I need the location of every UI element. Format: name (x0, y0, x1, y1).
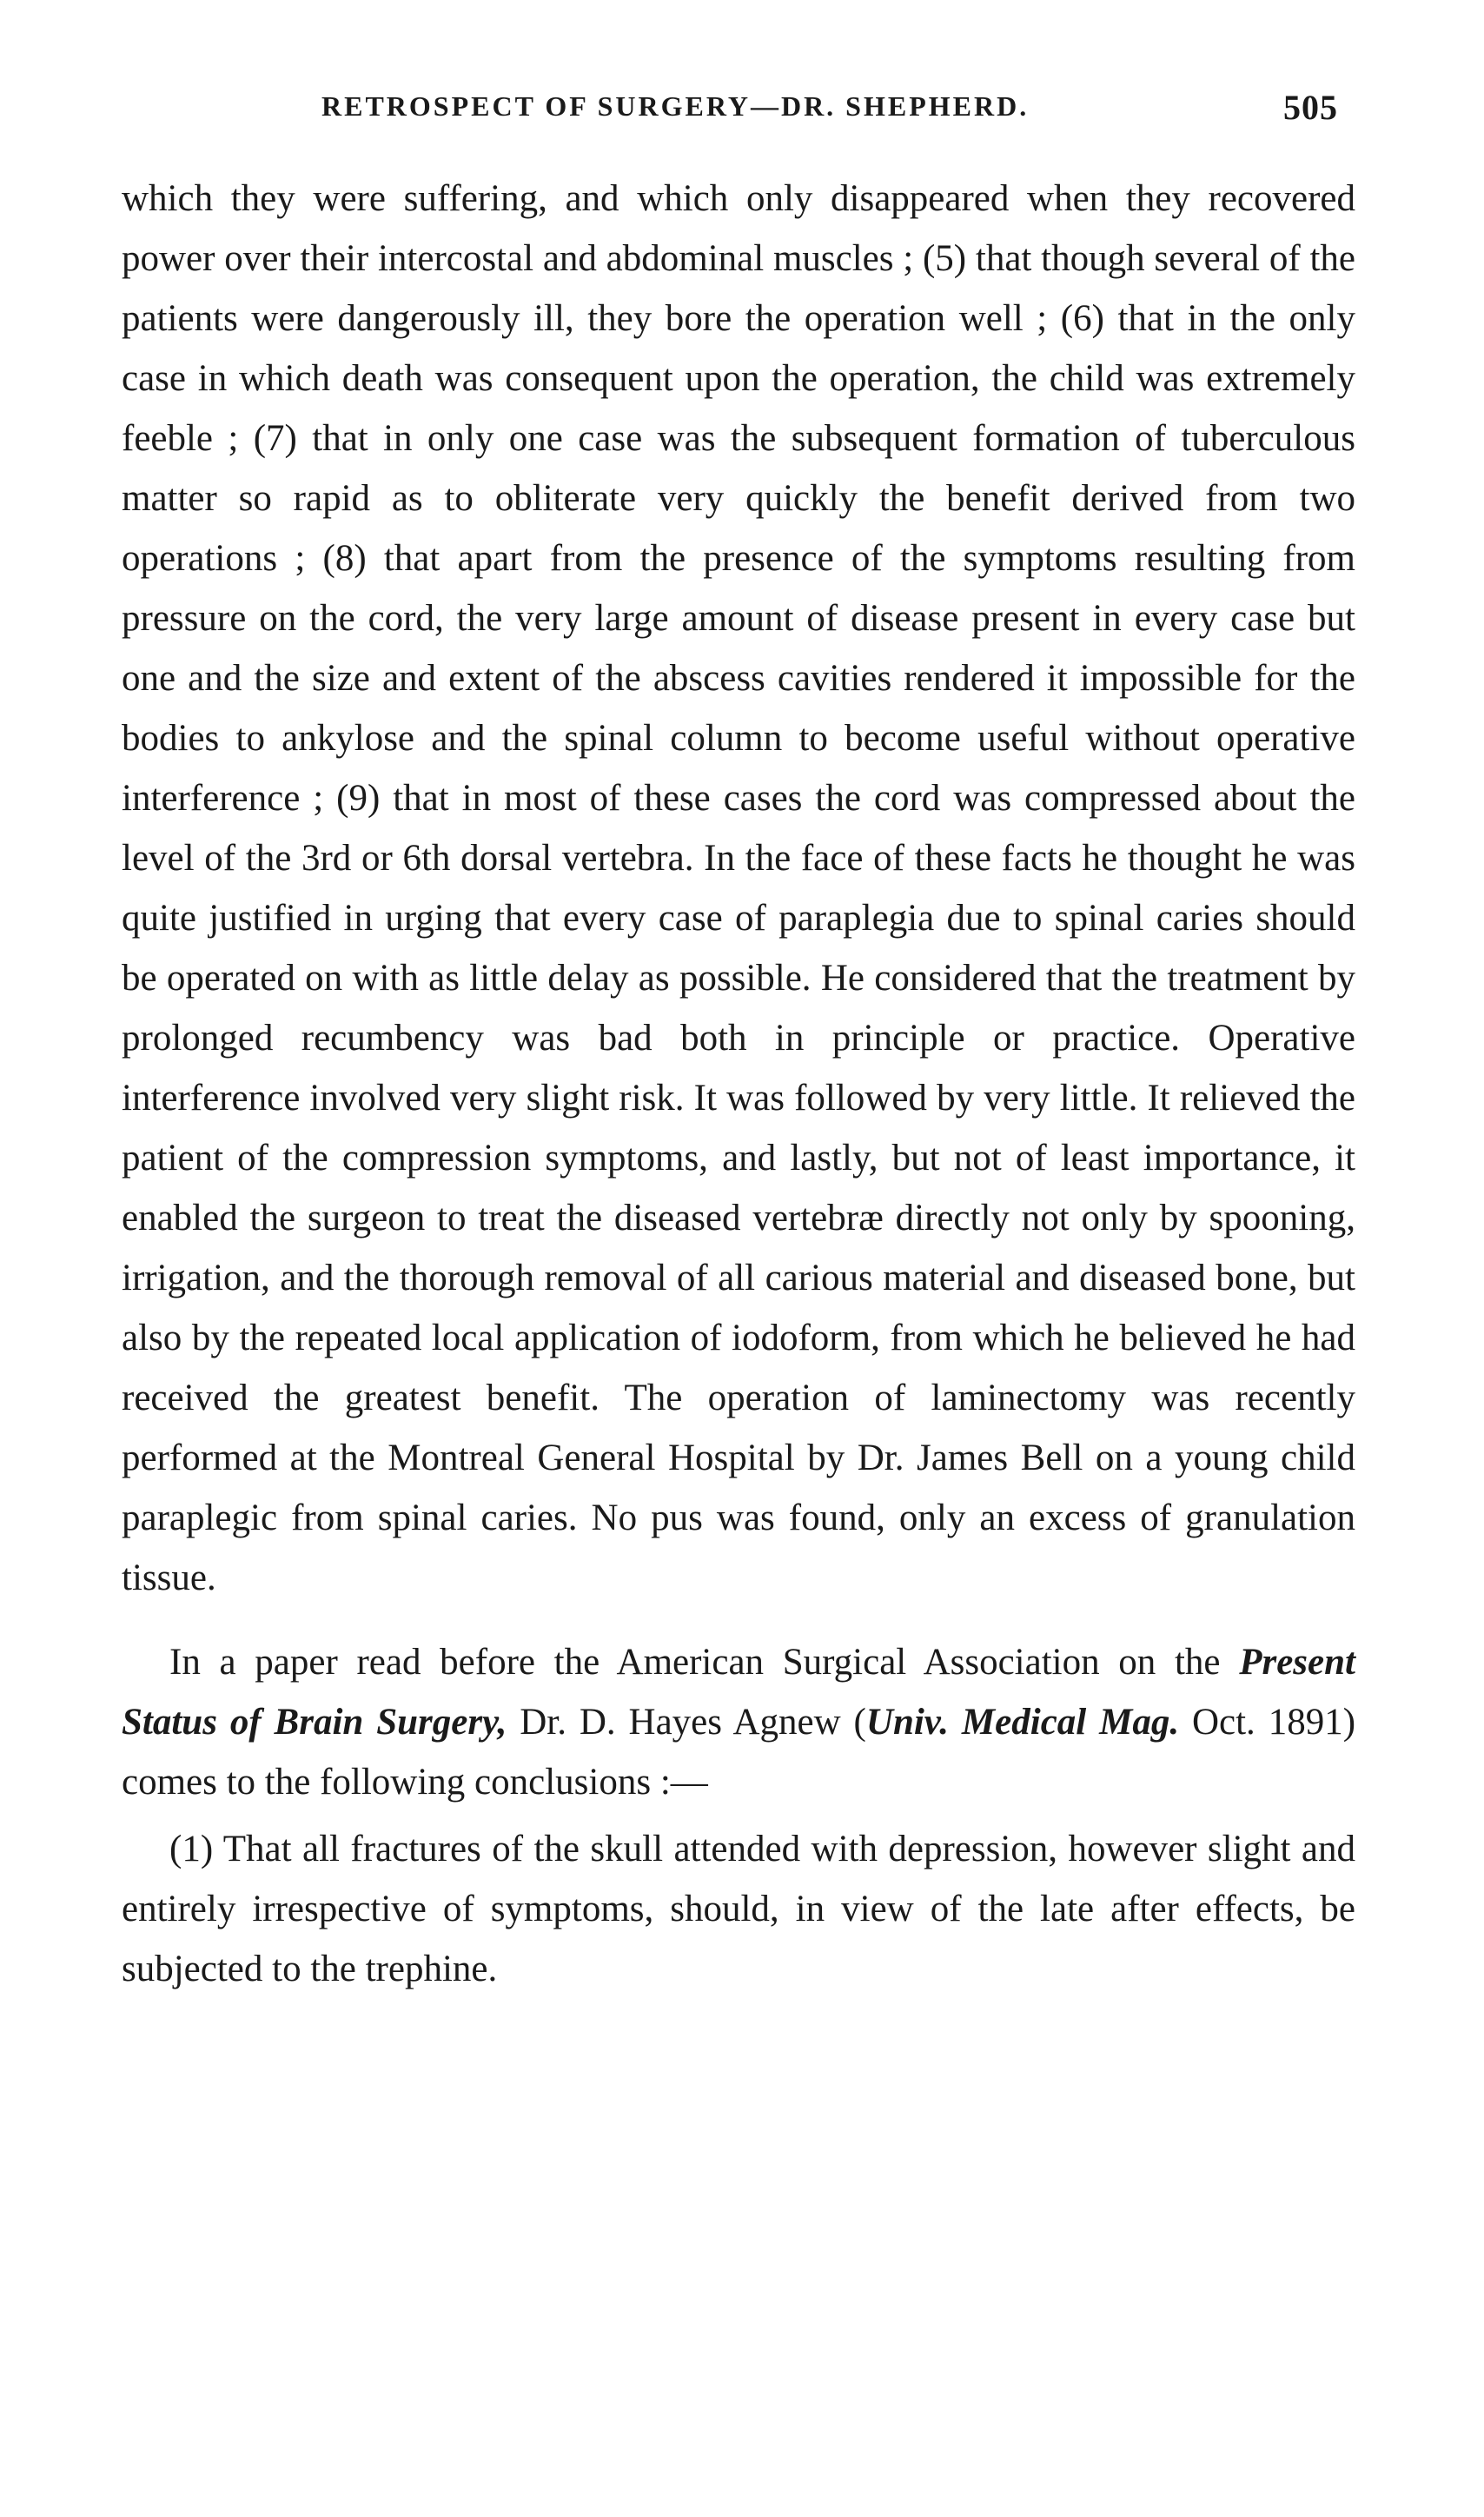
running-head-title: RETROSPECT OF SURGERY—DR. SHEPHERD. (321, 90, 1030, 122)
book-page (122, 87, 1355, 2434)
journal-title: Univ. Medical Mag. (865, 1702, 1180, 1743)
paragraph-agnew-tail: Oct. 1891) comes to the following conclusions :— (122, 1702, 1356, 1803)
paragraph-agnew (122, 1632, 1355, 1812)
body-text (122, 169, 1355, 1999)
paragraph-agnew-intro: In a paper read before the American Surgical Association on the (169, 1642, 1240, 1683)
page-number: 505 (1283, 88, 1338, 127)
running-head (122, 87, 1355, 139)
paragraph-agnew-author: Dr. D. Hayes Agnew ( (507, 1702, 866, 1743)
paragraph-continued: which they were suffering, and which only disappeared when they recovered power over their intercostal and abdominal muscles ; (5) that though several of the patients were dangerously ill, they bore the operation well ; (6) that in the only case in which death was consequent upon the operation, the child was extremely feeble ; (7) that in only one case was the subsequent formation of tuberculous matter so rapid as to obliterate very quickly the benefit derived from two operations ; (8) that apart from the presence of the symptoms resulting from pressure on the cord, the very large amount of disease present in every case but one and the size and extent of the abscess cavities rendered it impossible for the bodies to ankylose and the spinal column to become useful without operative interference ; (9) that in most of these cases the cord was compressed about the level of the 3rd or 6th dorsal vertebra. In the face of these facts he thought he was quite justified in urging that every case of paraplegia due to spinal caries should be operated on with as little delay as possible. He considered that the treatment by prolonged recumbency was bad both in principle or practice. Operative interference involved very slight risk. It was followed by very little. It relieved the patient of the compression symptoms, and lastly, but not of least importance, it enabled the surgeon to treat the diseased vertebræ directly not only by spooning, irrigation, and the thorough removal of all carious material and diseased bone, but also by the repeated local application of iodoform, from which he believed he had received the greatest benefit. The operation of laminectomy was recently performed at the Montreal General Hospital by Dr. James Bell on a young child paraplegic from spinal caries. No pus was found, only an excess of granulation tissue. (122, 178, 1355, 1598)
paper-title: Present Status of Brain Surgery, (122, 1642, 1355, 1743)
paragraph-conclusion-1: (1) That all fractures of the skull attended with depression, however slight and entirely irrespective of symptoms, should, in view of the late after effects, be subjected to the trephine. (122, 1829, 1355, 1989)
